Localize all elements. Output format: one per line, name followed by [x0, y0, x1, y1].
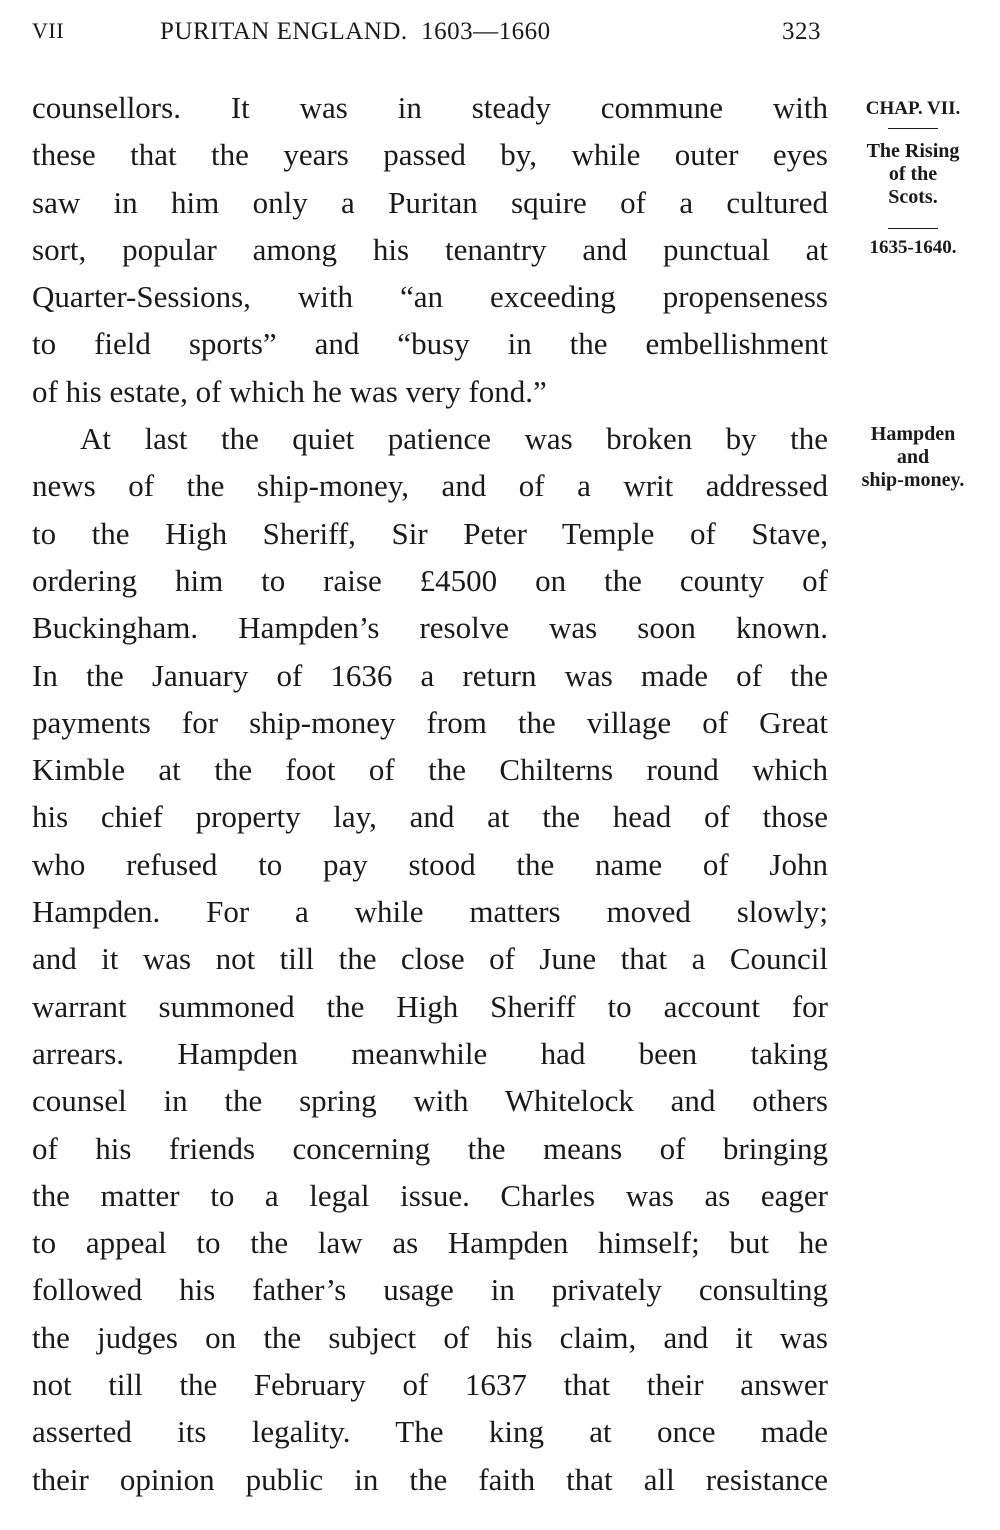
margin-rule	[888, 228, 938, 229]
text-line: arrears. Hampden meanwhile had been taking	[32, 1035, 828, 1071]
page-number: 323	[782, 18, 821, 45]
text-line: Quarter-Sessions, with “an exceeding propenseness	[32, 279, 828, 315]
margin-note-hampden	[838, 423, 988, 492]
text-line: and it was not till the close of June that a Council	[32, 941, 828, 977]
text-line: counsel in the spring with Whitelock and others	[32, 1083, 828, 1119]
text-line: asserted its legality. The king at once made	[32, 1414, 828, 1450]
margin-note-line: of the	[888, 163, 938, 185]
running-head-chapter: VII	[32, 18, 65, 43]
text-line: ordering him to raise £4500 on the county of	[32, 562, 828, 598]
margin-note-line: Hampden	[870, 423, 956, 445]
text-line: At last the quiet patience was broken by the	[80, 421, 828, 457]
text-line: the matter to a legal issue. Charles was as eager	[32, 1177, 828, 1213]
text-line: news of the ship-money, and of a writ addressed	[32, 468, 828, 504]
margin-rule	[888, 128, 938, 129]
margin-note-years: 1635-1640.	[869, 237, 957, 258]
text-line: counsellors. It was in steady commune with	[32, 90, 828, 125]
text-line: their opinion public in the faith that all resistance	[32, 1461, 828, 1497]
text-line: to appeal to the law as Hampden himself; but he	[32, 1225, 828, 1261]
margin-note-line: and	[896, 446, 930, 468]
text-line: the judges on the subject of his claim, and it was	[32, 1319, 828, 1355]
text-line: his chief property lay, and at the head of those	[32, 799, 828, 835]
text-line: these that the years passed by, while outer eyes	[32, 137, 828, 173]
text-line: of his estate, of which he was very fond.”	[32, 373, 547, 409]
running-head	[32, 18, 832, 54]
text-line: followed his father’s usage in privately consulting	[32, 1272, 828, 1308]
text-line: warrant summoned the High Sheriff to account for	[32, 988, 828, 1024]
text-line: saw in him only a Puritan squire of a cultured	[32, 184, 828, 220]
running-head-title: PURITAN ENGLAND. 1603—1660	[160, 18, 551, 45]
text-line: payments for ship-money from the village of Great	[32, 704, 828, 740]
margin-note-line: Scots.	[888, 186, 938, 208]
text-line: sort, popular among his tenantry and punctual at	[32, 231, 828, 267]
body-text	[32, 84, 828, 1503]
text-line: to the High Sheriff, Sir Peter Temple of Stave,	[32, 515, 828, 551]
margin-note-rising	[838, 140, 988, 209]
text-line: not till the February of 1637 that their answer	[32, 1367, 828, 1403]
margin-note-line: ship-money.	[861, 469, 965, 491]
text-line: to field sports” and “busy in the embellishment	[32, 326, 828, 362]
text-line: In the January of 1636 a return was made of the	[32, 657, 828, 693]
text-line: Hampden. For a while matters moved slowly;	[32, 894, 828, 930]
text-line: who refused to pay stood the name of John	[32, 846, 828, 882]
margin-note-line: The Rising	[866, 140, 960, 162]
text-line: Buckingham. Hampden’s resolve was soon known.	[32, 610, 828, 646]
text-line: Kimble at the foot of the Chilterns round which	[32, 752, 828, 788]
text-line: of his friends concerning the means of bringing	[32, 1130, 828, 1166]
margin-note-chapter: CHAP. VII.	[865, 98, 961, 119]
